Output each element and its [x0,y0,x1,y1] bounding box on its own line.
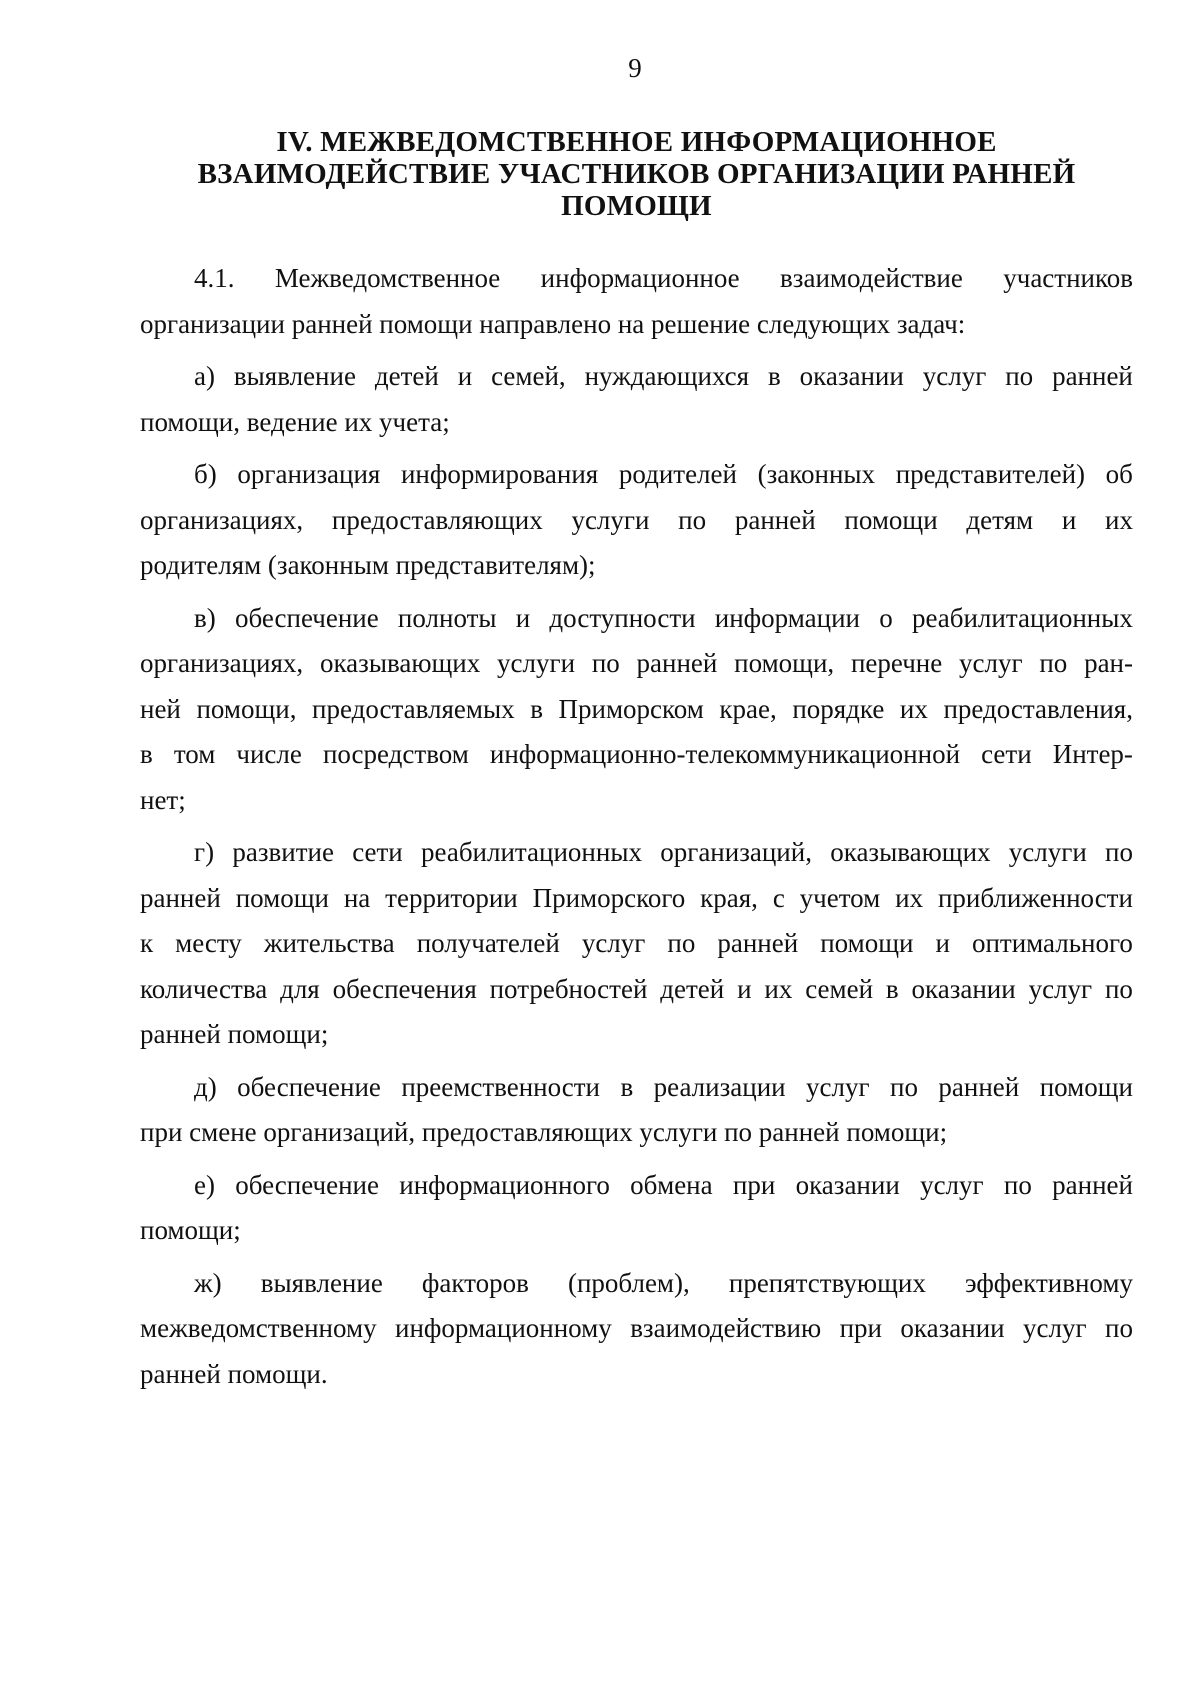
word: для [280,973,320,1004]
word: эффективному [964,1267,1133,1298]
text-line [140,256,1133,302]
word: в [767,361,781,391]
word: детей [374,361,439,391]
word: ж) [194,1267,222,1298]
word: г) [194,837,215,867]
word: услуги [1008,837,1087,867]
word: и [1061,504,1077,535]
word: по [667,928,696,958]
word: обеспечения [332,973,477,1004]
word: а) [194,361,215,391]
word: по [678,504,707,535]
word: помощи [1039,1071,1133,1102]
word: услуг [1028,973,1093,1004]
word: предоставляемых [312,693,515,724]
paragraph [140,830,1133,1058]
word: услуги [571,504,650,535]
word: семей, [491,361,566,391]
word: их [1105,504,1133,535]
word: семей [805,973,874,1004]
word: информационное [540,263,740,293]
text-line [140,452,1133,498]
text-line [140,498,1133,544]
paragraph [140,256,1133,347]
paragraph [140,354,1133,445]
word: услуг [1023,1313,1087,1343]
word: месту [175,928,242,958]
word: оказании [900,1313,1005,1343]
word: помощи [820,928,914,958]
text-line [140,1306,1133,1352]
text-line [140,596,1133,642]
word: оказании [795,1169,900,1200]
word: Межведомственное [274,263,501,293]
paragraph [140,1261,1133,1398]
word: края, [700,882,758,913]
word: и [515,602,531,633]
word: ранней [938,1071,1020,1102]
word: помощи [844,504,938,535]
text-line [140,830,1133,876]
word: представителей) [895,459,1086,489]
word: по [1003,1169,1032,1200]
section-heading [140,126,1133,222]
word: Приморского [532,882,686,913]
word: получателей [416,928,560,958]
word: детям [966,504,1034,535]
text-line [140,921,1133,967]
word: информации [714,602,860,633]
word: предоставления, [943,693,1133,724]
paragraph [140,596,1133,824]
word: услуг [581,928,646,958]
word: о [879,602,893,633]
paragraph [140,1163,1133,1254]
word: 4.1. [194,263,235,293]
word: препятствующих [728,1267,926,1298]
text-line: ранней помощи. [140,1358,328,1389]
word: оказывающих [319,648,481,678]
text-line: ранней помощи; [140,1019,329,1049]
word: числе [236,739,302,769]
word: ранней [1052,361,1133,391]
word: количества [140,973,268,1004]
word: реабилитационных [911,602,1133,633]
text-line: организации ранней помощи направлено на решение следующих задач: [140,308,966,339]
heading-line: ПОМОЩИ [561,190,712,222]
text-line [140,967,1133,1013]
word: по [1005,361,1034,391]
word: организациях, [140,648,304,678]
word: детей [660,973,725,1004]
word: е) [194,1169,215,1200]
word: к [140,928,154,958]
word: сети [352,837,403,867]
heading-line: ВЗАИМОДЕЙСТВИЕ УЧАСТНИКОВ ОРГАНИЗАЦИИ РАННЕЙ [197,158,1076,190]
word: д) [194,1071,217,1102]
word: (законных [757,459,876,489]
word: информационному [395,1313,612,1343]
text-line [140,1261,1133,1307]
word: по [1105,837,1133,867]
word: в [620,1071,634,1102]
word: в [885,973,899,1004]
word: преемственности [401,1071,601,1102]
text-line [140,1065,1133,1111]
word: выявление [233,361,356,391]
word: помощи [235,882,329,913]
word: том [173,739,216,769]
word: их [895,882,924,913]
word: в [530,693,543,724]
word: и [737,973,752,1004]
word: ранней [1052,1169,1133,1200]
text-line [140,354,1133,400]
word: приближенности [937,882,1133,913]
text-line [140,641,1133,687]
word: потребностей [489,973,648,1004]
word: нуждающихся [584,361,750,391]
word: взаимодействие [780,263,963,293]
word: ранней [717,928,799,958]
word: по [591,648,620,678]
word: полноты [397,602,497,633]
word: оказании [911,973,1016,1004]
word: реализации [653,1071,786,1102]
word: реабилитационных [421,837,642,867]
word: их [899,693,928,724]
word: порядке [792,693,885,724]
text-line [140,732,1133,778]
word: ран- [1084,648,1133,678]
word: услуг [806,1071,870,1102]
page-number: 9 [628,53,642,83]
word: информирования [400,459,599,489]
document-body [140,256,1133,1404]
word: услуг [920,1169,984,1200]
word: крае, [719,693,777,724]
word: обеспечение [235,1169,379,1200]
word: по [1105,1313,1133,1343]
word: оптимального [971,928,1133,958]
word: при [839,1313,882,1343]
word: учетом [799,882,881,913]
word: по [890,1071,918,1102]
word: услуг [922,361,987,391]
word: предоставляющих [331,504,543,535]
paragraph [140,452,1133,589]
word: б) [194,459,217,489]
word: и [457,361,473,391]
heading-line: IV. МЕЖВЕДОМСТВЕННОЕ ИНФОРМАЦИОННОЕ [276,126,997,158]
word: организация [237,459,381,489]
word: ней [140,693,181,724]
word: территории [385,882,518,913]
word: информационно-телекоммуникационной [489,739,961,769]
word: выявление [260,1267,383,1298]
word: услуг [959,648,1023,678]
text-line: нет; [140,784,186,815]
word: развитие [232,837,334,867]
word: на [343,882,371,913]
word: родителей [618,459,737,489]
word: сети [981,739,1032,769]
word: Приморском [558,693,704,724]
word: (проблем), [567,1267,690,1298]
word: межведомственному [140,1313,377,1343]
word: организациях, [140,504,304,535]
word: посредством [322,739,469,769]
word: ранней [636,648,718,678]
word: доступности [549,602,696,633]
word: с [772,882,785,913]
word: обеспечение [234,602,379,633]
word: в [140,739,153,769]
word: по [1039,648,1068,678]
text-line: при смене организаций, предоставляющих услуги по ранней помощи; [140,1117,948,1147]
word: участников [1003,263,1133,293]
text-line [140,687,1133,733]
word: обеспечение [237,1071,381,1102]
word: обмена [630,1169,713,1200]
word: перечне [850,648,943,678]
word: по [1104,973,1133,1004]
word: ранней [140,882,221,913]
word: Интер- [1052,739,1133,769]
word: и [935,928,950,958]
word: услуги [497,648,576,678]
word: взаимодействию [630,1313,822,1343]
paragraph [140,1065,1133,1156]
text-line [140,876,1133,922]
word: оказании [799,361,904,391]
text-line: родителям (законным представителям); [140,550,596,580]
word: оказывающих [830,837,991,867]
word: информационного [399,1169,610,1200]
text-line [140,1163,1133,1209]
word: об [1105,459,1133,489]
word: ранней [734,504,816,535]
word: факторов [421,1267,529,1298]
text-line: помощи, ведение их учета; [140,406,450,437]
word: жительства [263,928,395,958]
word: организаций, [660,837,812,867]
word: помощи, [734,648,835,678]
word: помощи, [196,693,297,724]
text-line: помощи; [140,1215,241,1245]
word: при [732,1169,776,1200]
word: в) [194,602,216,633]
word: их [764,973,793,1004]
